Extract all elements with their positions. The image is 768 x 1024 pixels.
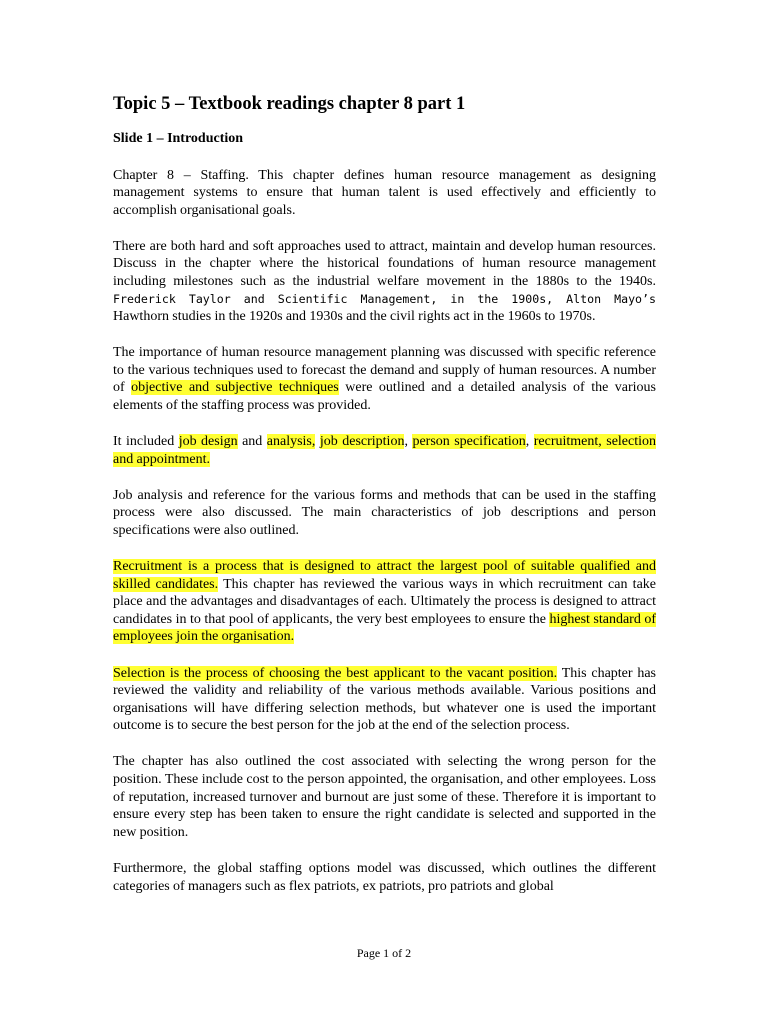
paragraph-1: Chapter 8 – Staffing. This chapter defines human resource management as designing management systems to ensure that human talent is used effectively and efficiently to accomplish organisational goals.: [113, 167, 656, 218]
paragraph-5: Job analysis and reference for the various forms and methods that can be used in the staffing process were also discussed. The main characteristics of job descriptions and person specifications were also outlined.: [113, 487, 656, 538]
paragraph-3: [113, 344, 656, 414]
highlight-person-specification: person specification: [412, 434, 526, 450]
paragraph-2-text-c: Hawthorn studies in the 1920s and 1930s and the civil rights act in the 1960s to 1970s.: [113, 309, 596, 325]
document-body: [113, 92, 656, 895]
paragraph-4-text-a: It included: [113, 434, 179, 450]
highlight-selection-definition: Selection is the process of choosing the best applicant to the vacant position.: [113, 665, 558, 681]
paragraph-4-text-d: ,: [404, 434, 413, 450]
paragraph-3-text-a: The importance of human resource management planning was discussed with specific reference to the various techniques used to forecast the demand and supply of human resources. A number of: [113, 345, 656, 396]
paragraph-4-text-b: and: [237, 434, 267, 450]
paragraph-4: [113, 433, 656, 468]
paragraph-9: Furthermore, the global staffing options model was discussed, which outlines the different categories of managers such as flex patriots, ex patriots, pro patriots and global: [113, 860, 656, 894]
page-number: Page 1 of 2: [356, 946, 412, 960]
paragraph-8: The chapter has also outlined the cost associated with selecting the wrong person for the position. These include cost to the person appointed, the organisation, and other employees. Loss of reputation, increased turnover and burnout are just some of these. Therefore it is important to ensure every step has been taken to ensure the right candidate is selected and supported in the new position.: [113, 754, 656, 840]
highlight-job-description: job description: [319, 434, 405, 450]
highlight-job-design: job design: [178, 434, 238, 450]
paragraph-2-monospace-text: Frederick Taylor and Scientific Management, in the 1900s, Alton Mayo’s: [113, 291, 656, 306]
section-heading: Slide 1 – Introduction: [113, 131, 244, 146]
paragraph-7-text-a: This chapter has reviewed the validity and reliability of the various methods available. Various positions and organisations will have differing selection methods, but whatever one is used the important outcome is to secure the best person for the job at the end of the selection process.: [113, 665, 656, 734]
paragraph-2: [113, 238, 656, 326]
highlight-highest-standard: highest standard of employees join the organisation.: [113, 611, 656, 645]
paragraph-7: [113, 665, 656, 735]
paragraph-4-text-e: ,: [525, 434, 534, 450]
highlight-analysis: analysis,: [266, 434, 316, 450]
paragraph-2-text-a: There are both hard and soft approaches used to attract, maintain and develop human resources. Discuss in the chapter where the historical foundations of human resource management including milestones such as the industrial welfare movement in the 1880s to the 1940s.: [113, 238, 656, 289]
highlight-recruitment-selection: recruitment, selection and appointment.: [113, 434, 657, 467]
paragraph-6: [113, 558, 656, 646]
highlight-objective-subjective: objective and subjective techniques: [131, 380, 339, 396]
page-title: Topic 5 – Textbook readings chapter 8 part 1: [113, 94, 466, 114]
paragraph-6-text-a: This chapter has reviewed the various ways in which recruitment can take place and the advantages and disadvantages of each. Ultimately the process is designed to attract candidates in to that pool of applicants, the very best employees to ensure the: [113, 576, 657, 627]
highlight-recruitment-definition: Recruitment is a process that is designed to attract the largest pool of suitable qualified and skilled candidates.: [113, 559, 656, 592]
paragraph-3-text-b: were outlined and a detailed analysis of the various elements of the staffing process was provided.: [113, 380, 657, 414]
